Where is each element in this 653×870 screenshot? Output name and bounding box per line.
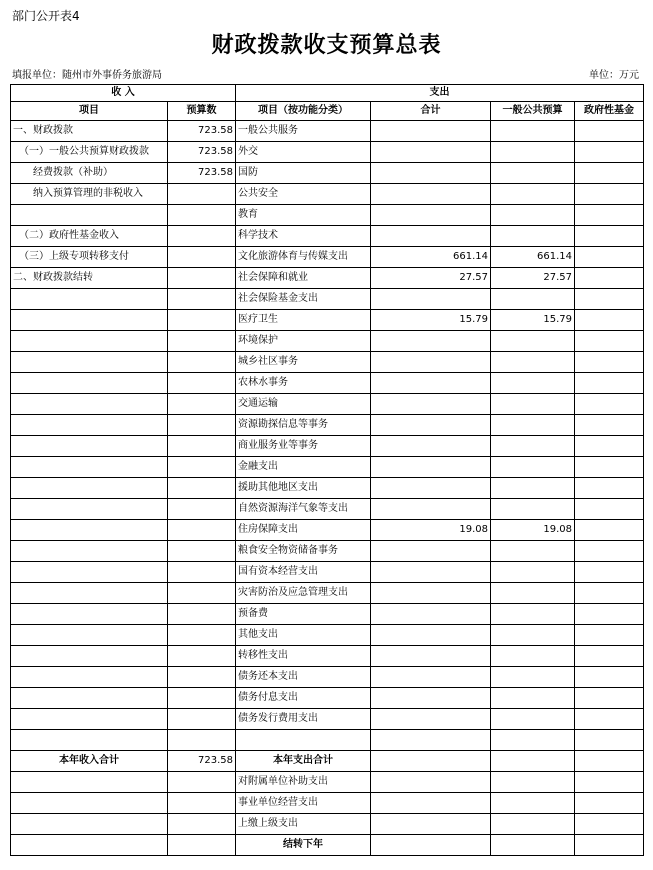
total-cell	[371, 667, 491, 688]
gov-fund-cell	[575, 520, 644, 541]
budget-summary-table	[10, 84, 644, 856]
general-budget-cell	[491, 394, 575, 415]
income-amount-cell: 723.58	[168, 163, 236, 184]
col-header-total: 合计	[371, 102, 491, 121]
general-budget-cell	[491, 226, 575, 247]
income-amount-cell	[168, 604, 236, 625]
table-row	[11, 373, 644, 394]
income-amount-cell	[168, 373, 236, 394]
total-cell	[371, 709, 491, 730]
expense-item-cell: 外交	[236, 142, 371, 163]
table-row	[11, 247, 644, 268]
expense-item-cell: 债务发行费用支出	[236, 709, 371, 730]
expense-item-cell: 资源勘探信息等事务	[236, 415, 371, 436]
gov-fund-cell	[575, 667, 644, 688]
gov-fund-cell	[575, 478, 644, 499]
income-amount-cell	[168, 247, 236, 268]
gov-fund-cell	[575, 793, 644, 814]
expense-item-cell: 医疗卫生	[236, 310, 371, 331]
total-cell	[371, 772, 491, 793]
general-budget-cell	[491, 205, 575, 226]
table-row	[11, 289, 644, 310]
gov-fund-cell	[575, 583, 644, 604]
income-item-cell	[11, 688, 168, 709]
expense-item-cell: 科学技术	[236, 226, 371, 247]
general-budget-cell	[491, 667, 575, 688]
total-cell	[371, 562, 491, 583]
expense-item-cell: 一般公共服务	[236, 121, 371, 142]
general-budget-cell	[491, 604, 575, 625]
total-cell	[371, 226, 491, 247]
income-amount-cell	[168, 415, 236, 436]
income-item-cell	[11, 814, 168, 835]
gov-fund-cell	[575, 499, 644, 520]
expense-item-cell: 对附属单位补助支出	[236, 772, 371, 793]
income-item-cell	[11, 646, 168, 667]
income-amount-cell	[168, 520, 236, 541]
total-cell	[371, 499, 491, 520]
income-amount-cell	[168, 730, 236, 751]
total-cell	[371, 184, 491, 205]
income-amount-cell: 723.58	[168, 751, 236, 772]
income-amount-cell	[168, 352, 236, 373]
general-budget-cell: 27.57	[491, 268, 575, 289]
gov-fund-cell	[575, 331, 644, 352]
table-row	[11, 541, 644, 562]
table-row	[11, 184, 644, 205]
general-budget-cell	[491, 121, 575, 142]
gov-fund-cell	[575, 205, 644, 226]
income-item-cell: 二、财政拨款结转	[11, 268, 168, 289]
document-label: 部门公开表4	[12, 9, 80, 23]
total-cell	[371, 436, 491, 457]
table-row	[11, 793, 644, 814]
table-row	[11, 583, 644, 604]
income-amount-cell	[168, 793, 236, 814]
expense-item-cell: 转移性支出	[236, 646, 371, 667]
income-amount-cell	[168, 541, 236, 562]
total-cell	[371, 142, 491, 163]
income-amount-cell	[168, 688, 236, 709]
expense-item-cell: 商业服务业等事务	[236, 436, 371, 457]
income-item-cell: 本年收入合计	[11, 751, 168, 772]
income-item-cell: 一、财政拨款	[11, 121, 168, 142]
expense-item-cell: 教育	[236, 205, 371, 226]
table-row	[11, 646, 644, 667]
general-budget-cell	[491, 142, 575, 163]
table-row	[11, 142, 644, 163]
income-item-cell	[11, 730, 168, 751]
gov-fund-cell	[575, 814, 644, 835]
income-amount-cell	[168, 667, 236, 688]
table-row	[11, 163, 644, 184]
income-item-cell	[11, 772, 168, 793]
income-amount-cell	[168, 268, 236, 289]
gov-fund-cell	[575, 394, 644, 415]
income-amount-cell	[168, 562, 236, 583]
general-budget-cell	[491, 709, 575, 730]
table-row	[11, 415, 644, 436]
table-row	[11, 331, 644, 352]
col-header-gov-fund: 政府性基金	[575, 102, 644, 121]
expense-item-cell: 国有资本经营支出	[236, 562, 371, 583]
expense-item-cell: 农林水事务	[236, 373, 371, 394]
total-cell	[371, 415, 491, 436]
expense-item-cell: 社会保险基金支出	[236, 289, 371, 310]
income-item-cell	[11, 604, 168, 625]
income-amount-cell	[168, 289, 236, 310]
col-header-general-budget: 一般公共预算	[491, 102, 575, 121]
table-row	[11, 835, 644, 856]
total-cell	[371, 121, 491, 142]
income-amount-cell	[168, 772, 236, 793]
income-item-cell	[11, 331, 168, 352]
income-item-cell: （一）一般公共预算财政拨款	[11, 142, 168, 163]
table-row	[11, 121, 644, 142]
gov-fund-cell	[575, 184, 644, 205]
total-cell: 19.08	[371, 520, 491, 541]
table-row	[11, 268, 644, 289]
total-cell	[371, 394, 491, 415]
gov-fund-cell	[575, 457, 644, 478]
col-header-item: 项目	[11, 102, 168, 121]
general-budget-cell	[491, 541, 575, 562]
gov-fund-cell	[575, 835, 644, 856]
table-row	[11, 667, 644, 688]
general-budget-cell	[491, 772, 575, 793]
expense-item-cell: 其他支出	[236, 625, 371, 646]
general-budget-cell	[491, 457, 575, 478]
gov-fund-cell	[575, 751, 644, 772]
total-cell	[371, 604, 491, 625]
income-amount-cell	[168, 331, 236, 352]
total-cell	[371, 730, 491, 751]
income-item-cell	[11, 562, 168, 583]
general-budget-cell	[491, 814, 575, 835]
income-amount-cell	[168, 436, 236, 457]
income-item-cell	[11, 667, 168, 688]
general-budget-cell	[491, 478, 575, 499]
currency-unit: 单位：万元	[589, 70, 639, 81]
general-budget-cell: 15.79	[491, 310, 575, 331]
total-cell	[371, 625, 491, 646]
expense-item-cell	[236, 730, 371, 751]
income-item-cell	[11, 520, 168, 541]
table-row	[11, 457, 644, 478]
table-row	[11, 709, 644, 730]
income-amount-cell	[168, 625, 236, 646]
total-cell: 15.79	[371, 310, 491, 331]
gov-fund-cell	[575, 163, 644, 184]
table-row	[11, 751, 644, 772]
gov-fund-cell	[575, 352, 644, 373]
income-item-cell	[11, 373, 168, 394]
total-cell	[371, 814, 491, 835]
expense-item-cell: 国防	[236, 163, 371, 184]
total-cell	[371, 793, 491, 814]
income-amount-cell	[168, 478, 236, 499]
gov-fund-cell	[575, 247, 644, 268]
general-budget-cell: 661.14	[491, 247, 575, 268]
total-cell	[371, 751, 491, 772]
expense-item-cell: 债务还本支出	[236, 667, 371, 688]
income-item-cell	[11, 352, 168, 373]
total-cell	[371, 289, 491, 310]
income-item-cell	[11, 835, 168, 856]
total-cell	[371, 541, 491, 562]
expense-item-cell: 援助其他地区支出	[236, 478, 371, 499]
income-item-cell	[11, 709, 168, 730]
general-budget-cell	[491, 625, 575, 646]
total-cell	[371, 688, 491, 709]
table-row	[11, 688, 644, 709]
expense-item-cell: 上缴上级支出	[236, 814, 371, 835]
table-row	[11, 394, 644, 415]
income-amount-cell	[168, 583, 236, 604]
gov-fund-cell	[575, 604, 644, 625]
expense-item-cell: 住房保障支出	[236, 520, 371, 541]
table-row	[11, 625, 644, 646]
income-amount-cell	[168, 394, 236, 415]
expense-item-cell: 灾害防治及应急管理支出	[236, 583, 371, 604]
table-row	[11, 562, 644, 583]
income-amount-cell	[168, 184, 236, 205]
gov-fund-cell	[575, 646, 644, 667]
gov-fund-cell	[575, 289, 644, 310]
header-row-group	[11, 85, 644, 102]
total-cell	[371, 478, 491, 499]
income-item-cell: 经费拨款（补助）	[11, 163, 168, 184]
gov-fund-cell	[575, 625, 644, 646]
general-budget-cell	[491, 688, 575, 709]
expense-item-cell: 结转下年	[236, 835, 371, 856]
income-amount-cell	[168, 709, 236, 730]
table-row	[11, 520, 644, 541]
general-budget-cell	[491, 730, 575, 751]
gov-fund-cell	[575, 730, 644, 751]
table-row	[11, 772, 644, 793]
expense-item-cell: 公共安全	[236, 184, 371, 205]
general-budget-cell	[491, 646, 575, 667]
gov-fund-cell	[575, 541, 644, 562]
general-budget-cell	[491, 373, 575, 394]
total-cell: 27.57	[371, 268, 491, 289]
total-cell	[371, 331, 491, 352]
expense-item-cell: 粮食安全物资储备事务	[236, 541, 371, 562]
table-row	[11, 814, 644, 835]
income-item-cell	[11, 415, 168, 436]
col-header-func-item: 项目（按功能分类）	[236, 102, 371, 121]
income-item-cell	[11, 499, 168, 520]
col-header-budget-amount: 预算数	[168, 102, 236, 121]
general-budget-cell	[491, 163, 575, 184]
gov-fund-cell	[575, 772, 644, 793]
income-item-cell	[11, 457, 168, 478]
total-cell: 661.14	[371, 247, 491, 268]
table-row	[11, 436, 644, 457]
expense-group-header: 支出	[236, 85, 644, 102]
expense-item-cell: 预备费	[236, 604, 371, 625]
general-budget-cell	[491, 793, 575, 814]
general-budget-cell	[491, 184, 575, 205]
page-title: 财政拨款收支预算总表	[211, 32, 442, 58]
income-amount-cell	[168, 499, 236, 520]
general-budget-cell	[491, 436, 575, 457]
expense-item-cell: 自然资源海洋气象等支出	[236, 499, 371, 520]
general-budget-cell	[491, 331, 575, 352]
gov-fund-cell	[575, 688, 644, 709]
expense-item-cell: 交通运输	[236, 394, 371, 415]
general-budget-cell	[491, 835, 575, 856]
gov-fund-cell	[575, 121, 644, 142]
income-item-cell	[11, 394, 168, 415]
total-cell	[371, 583, 491, 604]
income-item-cell	[11, 583, 168, 604]
income-item-cell	[11, 478, 168, 499]
income-item-cell	[11, 625, 168, 646]
gov-fund-cell	[575, 310, 644, 331]
income-amount-cell	[168, 835, 236, 856]
gov-fund-cell	[575, 436, 644, 457]
expense-item-cell: 环境保护	[236, 331, 371, 352]
table-row	[11, 478, 644, 499]
general-budget-cell	[491, 751, 575, 772]
income-group-header: 收 入	[11, 85, 236, 102]
gov-fund-cell	[575, 373, 644, 394]
gov-fund-cell	[575, 709, 644, 730]
gov-fund-cell	[575, 415, 644, 436]
total-cell	[371, 373, 491, 394]
income-amount-cell	[168, 457, 236, 478]
income-item-cell	[11, 289, 168, 310]
income-amount-cell	[168, 814, 236, 835]
gov-fund-cell	[575, 226, 644, 247]
table-row	[11, 499, 644, 520]
general-budget-cell	[491, 583, 575, 604]
general-budget-cell: 19.08	[491, 520, 575, 541]
income-item-cell	[11, 310, 168, 331]
income-amount-cell	[168, 205, 236, 226]
income-amount-cell	[168, 310, 236, 331]
general-budget-cell	[491, 562, 575, 583]
expense-item-cell: 金融支出	[236, 457, 371, 478]
table-row	[11, 226, 644, 247]
table-row	[11, 352, 644, 373]
general-budget-cell	[491, 499, 575, 520]
total-cell	[371, 163, 491, 184]
expense-item-cell: 债务付息支出	[236, 688, 371, 709]
expense-item-cell: 事业单位经营支出	[236, 793, 371, 814]
expense-item-cell: 本年支出合计	[236, 751, 371, 772]
general-budget-cell	[491, 289, 575, 310]
income-item-cell	[11, 541, 168, 562]
total-cell	[371, 457, 491, 478]
header-row-columns	[11, 102, 644, 121]
filing-unit: 填报单位：随州市外事侨务旅游局	[12, 70, 162, 81]
income-amount-cell: 723.58	[168, 121, 236, 142]
income-item-cell	[11, 793, 168, 814]
income-amount-cell	[168, 646, 236, 667]
table-row	[11, 205, 644, 226]
table-row	[11, 730, 644, 751]
table-row	[11, 604, 644, 625]
gov-fund-cell	[575, 142, 644, 163]
gov-fund-cell	[575, 562, 644, 583]
general-budget-cell	[491, 415, 575, 436]
income-item-cell	[11, 436, 168, 457]
general-budget-cell	[491, 352, 575, 373]
expense-item-cell: 文化旅游体育与传媒支出	[236, 247, 371, 268]
total-cell	[371, 646, 491, 667]
total-cell	[371, 835, 491, 856]
income-item-cell: （三）上级专项转移支付	[11, 247, 168, 268]
expense-item-cell: 城乡社区事务	[236, 352, 371, 373]
total-cell	[371, 352, 491, 373]
income-item-cell: 纳入预算管理的非税收入	[11, 184, 168, 205]
income-item-cell	[11, 205, 168, 226]
income-amount-cell	[168, 226, 236, 247]
table-row	[11, 310, 644, 331]
total-cell	[371, 205, 491, 226]
income-amount-cell: 723.58	[168, 142, 236, 163]
expense-item-cell: 社会保障和就业	[236, 268, 371, 289]
income-item-cell: （二）政府性基金收入	[11, 226, 168, 247]
gov-fund-cell	[575, 268, 644, 289]
